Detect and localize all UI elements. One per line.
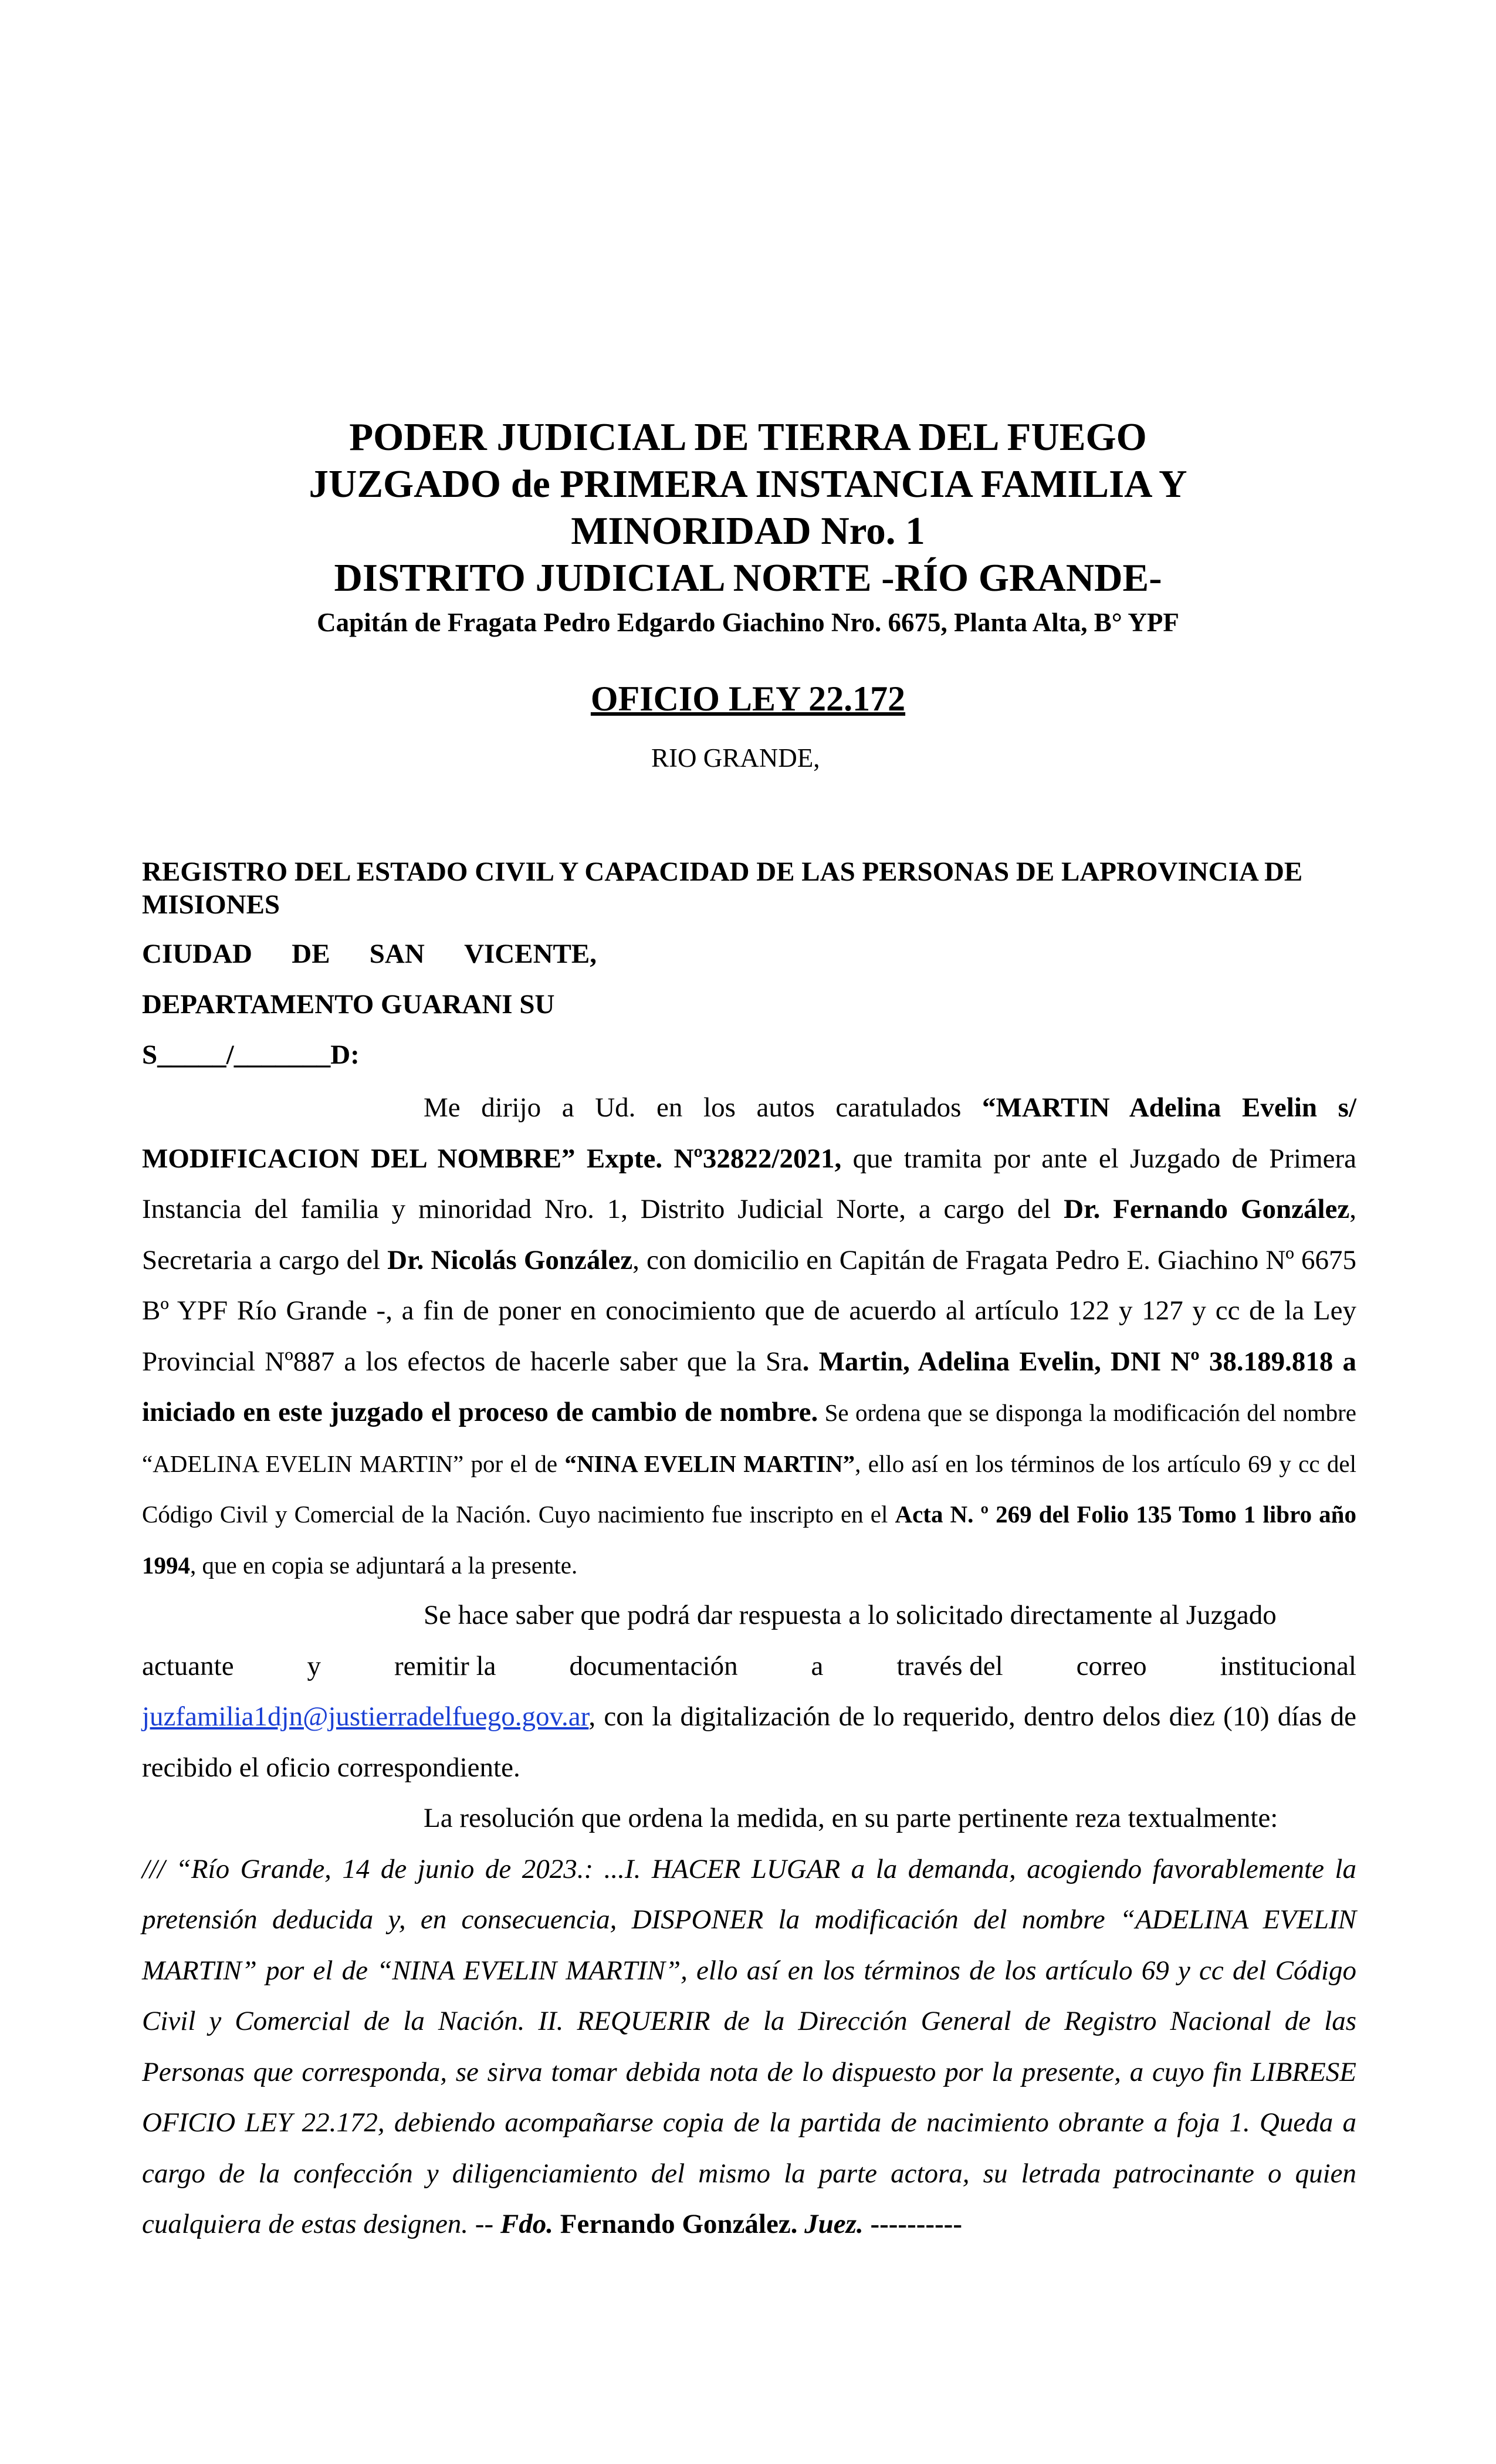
letter-body [142, 1082, 1356, 2250]
birth-record: Acta N. º 269 del Folio 135 Tomo 1 libro año 1994 [142, 1501, 1356, 1579]
letterhead [0, 414, 1496, 640]
signer-role: Juez. [804, 2209, 864, 2239]
document-title: OFICIO LEY 22.172 [590, 679, 906, 718]
addressee-line-4: S_____/_______D: [142, 1040, 360, 1070]
judge-name: Dr. Fernando González [1064, 1194, 1350, 1224]
paragraph-2-line-1: Se hace saber que podrá dar respuesta a lo solicitado directamente al Juzgado [424, 1600, 1277, 1630]
letterhead-line-3: MINORIDAD Nro. 1 [571, 509, 925, 553]
case-caption: “MARTIN Adelina Evelin s/ MODIFICACION DEL NOMBRE” Expte. Nº32822/2021, [142, 1092, 1357, 1174]
addressee-word: VICENTE, [464, 939, 597, 969]
court-address: Capitán de Fragata Pedro Edgardo Giachino Nro. 6675, Planta Alta, B° YPF [317, 608, 1179, 637]
addressee-line-2 [142, 937, 597, 970]
paragraph-2-rest: juzfamilia1djn@justierradelfuego.gov.ar, con la digitalización de lo requerido, dentro delos diez (10) días de recibido el oficio correspondiente. [142, 1701, 1356, 1783]
secretary-name: Dr. Nicolás González [387, 1244, 633, 1275]
addressee-word: DE [292, 939, 330, 969]
place-line: RIO GRANDE, [651, 743, 820, 773]
letterhead-line-2: JUZGADO de PRIMERA INSTANCIA FAMILIA Y [309, 462, 1187, 506]
paragraph-3-intro: La resolución que ordena la medida, en su parte pertinente reza textualmente: [424, 1803, 1278, 1833]
addressee-word: SAN [369, 939, 425, 969]
institutional-email-link[interactable]: juzfamilia1djn@justierradelfuego.gov.ar [142, 1701, 589, 1732]
closing-dashes: ---------- [863, 2209, 962, 2239]
signature-mark: Fdo. [500, 2209, 553, 2239]
letterhead-line-1: PODER JUDICIAL DE TIERRA DEL FUEGO [349, 415, 1147, 459]
resolution-quote: /// “Río Grande, 14 de junio de 2023.: ...I. HACER LUGAR a la demanda, acogiendo favorablemente la pretensión deducida y, en consecuencia, DISPONER la modificación del nombre “ADELINA EVELIN MARTIN” por el de “NINA EVELIN MARTIN”, ello así en los términos de los artículo 69 y cc del Código Civil y Comercial de la Nación. II. REQUERIR de la Dirección General de Registro Nacional de las Personas que corresponda, se sirva tomar debida nota de lo dispuesto por la presente, a cuyo fin LIBRESE OFICIO LEY 22.172, debiendo acompañarse copia de la partida de nacimiento obrante a foja 1. Queda a cargo de la confección y diligenciamiento del mismo la parte actora, su letrada patrocinante o quien cualquiera de estas designen. -- Fdo. Fernando González. Juez. ---------- [142, 1853, 1356, 2239]
addressee-line-1: REGISTRO DEL ESTADO CIVIL Y CAPACIDAD DE LAS PERSONAS DE LAPROVINCIA DE MISIONES [142, 857, 1303, 920]
paragraph-1: Me dirijo a Ud. en los autos caratulados “MARTIN Adelina Evelin s/ MODIFICACION DEL NOMBRE” Expte. Nº32822/2021, que tramita por ante el Juzgado de Primera Instancia del familia y minoridad Nro. 1, Distrito Judicial Norte, a cargo del Dr. Fernando González, Secretaria a cargo del Dr. Nicolás González, con domicilio en Capitán de Fragata Pedro E. Giachino Nº 6675 Bº YPF Río Grande -, a fin de poner en conocimiento que de acuerdo al artículo 122 y 127 y cc de la Ley Provincial Nº887 a los efectos de hacerle saber que la Sra. Martin, Adelina Evelin, DNI Nº 38.189.818 a iniciado en este juzgado el proceso de cambio de nombre. Se ordena que se disponga la modificación del nombre “ADELINA EVELIN MARTIN” por el de “NINA EVELIN MARTIN”, ello así en los términos de los artículo 69 y cc del Código Civil y Comercial de la Nación. Cuyo nacimiento fue inscripto en el Acta N. º 269 del Folio 135 Tomo 1 libro año 1994, que en copia se adjuntará a la presente. [142, 1092, 1357, 1579]
paragraph-2-line-2: actuante y remitir la documentación a través del correo institucional [142, 1650, 1356, 1681]
new-name: “NINA EVELIN MARTIN” [564, 1450, 855, 1477]
signer-name: Fernando González. [553, 2209, 798, 2239]
addressee-block [142, 855, 1356, 1071]
addressee-line-3: DEPARTAMENTO GUARANI SU [142, 989, 555, 1020]
addressee-word: CIUDAD [142, 939, 252, 969]
petitioner-statement: . Martin, Adelina Evelin, DNI Nº 38.189.818 a iniciado en este juzgado el proceso de cambio de nombre. [142, 1346, 1356, 1427]
letterhead-line-4: DISTRITO JUDICIAL NORTE -RÍO GRANDE- [334, 556, 1162, 600]
